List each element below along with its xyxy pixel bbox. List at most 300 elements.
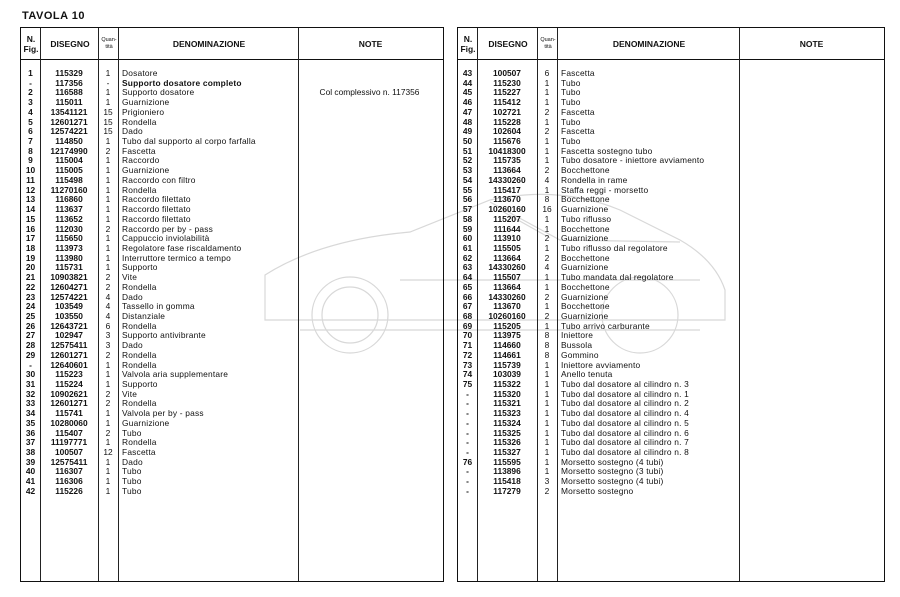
row-description: Tubo dal dosatore al cilindro n. 3 — [561, 379, 689, 389]
row-quantity: 8 — [544, 349, 550, 360]
row-description: Tubo dosatore - iniettore avviamento — [561, 155, 705, 166]
row-fig-number: 68 — [462, 310, 473, 321]
table-row — [458, 108, 884, 118]
row-quantity: 1 — [544, 184, 550, 195]
row-fig-number: 21 — [25, 272, 36, 283]
row-drawing-number: 12575411 — [50, 340, 88, 351]
row-drawing-number: 115412 — [493, 97, 521, 108]
row-description: Tubo — [561, 87, 581, 98]
row-quantity: 6 — [544, 68, 550, 78]
row-description: Tubo — [561, 77, 581, 88]
row-quantity: 4 — [544, 262, 550, 273]
row-quantity: 2 — [544, 291, 550, 302]
row-quantity: 1 — [544, 155, 550, 166]
row-fig-number: 31 — [25, 379, 36, 389]
table-row — [21, 458, 443, 468]
row-quantity: 2 — [544, 165, 550, 176]
row-drawing-number: 113652 — [55, 213, 83, 224]
row-quantity: 1 — [105, 252, 111, 263]
row-description: Tubo dal supporto al corpo farfalla — [122, 136, 256, 147]
row-drawing-number: 12174990 — [50, 145, 88, 156]
row-quantity: 1 — [544, 77, 550, 88]
table-row — [458, 361, 884, 371]
row-fig-number: - — [29, 359, 32, 370]
row-description: Tubo — [561, 136, 581, 147]
row-note: Col complessivo n. 117356 — [319, 87, 420, 98]
row-description: Tubo — [122, 427, 142, 438]
row-fig-number: 74 — [462, 369, 473, 380]
row-fig-number: 32 — [25, 388, 36, 399]
row-fig-number: 60 — [462, 233, 473, 244]
table-row — [21, 438, 443, 448]
row-fig-number: 29 — [25, 349, 36, 360]
row-quantity: 2 — [544, 233, 550, 244]
row-drawing-number: 10260160 — [488, 204, 526, 215]
row-drawing-number: 12640601 — [50, 359, 88, 370]
row-fig-number: 33 — [25, 398, 36, 409]
row-quantity: 1 — [105, 213, 111, 224]
row-quantity: 1 — [105, 136, 111, 147]
row-fig-number: 59 — [462, 223, 473, 234]
row-description: Tubo dal dosatore al cilindro n. 2 — [561, 398, 689, 409]
row-fig-number: 24 — [25, 301, 36, 312]
row-description: Tubo dal dosatore al cilindro n. 6 — [561, 427, 689, 438]
row-description: Tubo — [561, 116, 581, 127]
row-drawing-number: 12574221 — [50, 291, 88, 302]
table-row — [458, 458, 884, 468]
row-drawing-number: 115207 — [493, 213, 521, 224]
row-fig-number: 20 — [25, 262, 36, 273]
row-drawing-number: 113664 — [493, 281, 521, 292]
row-quantity: 1 — [544, 145, 550, 156]
row-drawing-number: 115407 — [55, 427, 83, 438]
header-disegno: DISEGNO — [50, 38, 90, 49]
row-quantity: 8 — [544, 330, 550, 341]
row-description: Rondella — [122, 281, 157, 292]
row-fig-number: 25 — [25, 310, 36, 321]
table-row — [458, 127, 884, 137]
row-quantity: 1 — [105, 437, 111, 448]
row-drawing-number: 113637 — [55, 204, 83, 215]
row-drawing-number: 115321 — [493, 398, 521, 409]
row-fig-number: 48 — [462, 116, 473, 127]
row-description: Tubo — [122, 485, 142, 496]
row-description: Fascetta — [122, 447, 156, 458]
row-description: Fascetta — [122, 145, 156, 156]
table-body — [458, 69, 884, 497]
row-description: Dosatore — [122, 68, 158, 78]
row-quantity: 2 — [544, 126, 550, 137]
row-drawing-number: 12601271 — [50, 116, 88, 127]
row-drawing-number: 12601271 — [50, 349, 88, 360]
row-quantity: 15 — [103, 116, 113, 127]
row-quantity: 1 — [105, 87, 111, 98]
row-fig-number: 73 — [462, 359, 473, 370]
row-description: Raccordo per by - pass — [122, 223, 213, 234]
row-drawing-number: 102604 — [493, 126, 521, 137]
row-fig-number: 17 — [25, 233, 36, 244]
row-fig-number: 38 — [25, 447, 36, 458]
row-fig-number: 39 — [25, 456, 36, 467]
row-quantity: 4 — [105, 310, 111, 321]
row-fig-number: 51 — [462, 145, 473, 156]
table-row — [21, 399, 443, 409]
row-description: Guarnizione — [561, 204, 609, 215]
table-row — [458, 477, 884, 487]
row-quantity: 1 — [105, 68, 111, 78]
row-description: Guarnizione — [122, 417, 170, 428]
table-row — [21, 361, 443, 371]
row-drawing-number: 115223 — [55, 369, 83, 380]
table-row — [21, 225, 443, 235]
row-drawing-number: 113670 — [493, 301, 521, 312]
row-fig-number: 3 — [28, 97, 33, 108]
row-drawing-number: 103550 — [55, 310, 83, 321]
header-note: NOTE — [358, 38, 383, 49]
row-fig-number: 50 — [462, 136, 473, 147]
row-drawing-number: 113670 — [493, 194, 521, 205]
row-fig-number: 11 — [26, 174, 35, 185]
row-description: Guarnizione — [561, 233, 609, 244]
row-quantity: 2 — [544, 310, 550, 321]
row-drawing-number: 13541121 — [50, 106, 88, 117]
row-description: Guarnizione — [122, 165, 170, 176]
row-quantity: 1 — [544, 427, 550, 438]
row-description: Rondella — [122, 398, 157, 409]
row-description: Tubo dal dosatore al cilindro n. 8 — [561, 447, 689, 458]
row-quantity: 1 — [544, 272, 550, 283]
table-row — [458, 156, 884, 166]
row-drawing-number: 117279 — [493, 485, 521, 496]
row-quantity: - — [106, 77, 110, 88]
row-fig-number: 18 — [25, 242, 36, 253]
row-quantity: 1 — [105, 165, 111, 176]
row-drawing-number: 100507 — [55, 447, 83, 458]
row-fig-number: 69 — [462, 320, 473, 331]
row-fig-number: 1 — [28, 68, 33, 78]
row-description: Guarnizione — [561, 310, 609, 321]
row-fig-number: 63 — [462, 262, 473, 273]
row-quantity: 1 — [544, 379, 550, 389]
row-description: Interruttore termico a tempo — [122, 252, 231, 263]
row-fig-number: 41 — [25, 476, 36, 487]
row-drawing-number: 115224 — [55, 379, 83, 389]
table-row — [458, 234, 884, 244]
row-quantity: 1 — [105, 466, 111, 477]
header-denominazione: DENOMINAZIONE — [612, 38, 686, 49]
row-description: Guarnizione — [122, 97, 170, 108]
row-fig-number: - — [29, 77, 32, 88]
row-description: Tubo — [122, 466, 142, 477]
row-fig-number: 71 — [462, 340, 473, 351]
row-drawing-number: 115228 — [493, 116, 521, 127]
row-fig-number: - — [466, 427, 469, 438]
table-row — [458, 69, 884, 79]
row-fig-number: - — [466, 466, 469, 477]
row-fig-number: 64 — [462, 272, 473, 283]
row-description: Raccordo filettato — [122, 213, 191, 224]
table-row — [458, 176, 884, 186]
row-quantity: 1 — [544, 447, 550, 458]
row-quantity: 1 — [544, 242, 550, 253]
row-quantity: 1 — [544, 136, 550, 147]
row-drawing-number: 112030 — [55, 223, 83, 234]
row-fig-number: 54 — [462, 174, 473, 185]
row-description: Morsetto sostegno (3 tubi) — [561, 466, 664, 477]
row-description: Anello tenuta — [561, 369, 613, 380]
row-fig-number: 35 — [25, 417, 36, 428]
row-fig-number: 4 — [28, 106, 33, 117]
header-note: NOTE — [799, 38, 824, 49]
row-quantity: 2 — [105, 145, 111, 156]
row-drawing-number: 12574221 — [50, 126, 88, 137]
row-fig-number: 2 — [28, 87, 33, 98]
row-drawing-number: 115205 — [493, 320, 521, 331]
row-description: Raccordo — [122, 155, 160, 166]
row-drawing-number: 102721 — [493, 106, 521, 117]
row-description: Supporto — [122, 262, 158, 273]
row-description: Vite — [122, 272, 138, 283]
row-quantity: 1 — [544, 417, 550, 428]
row-quantity: 1 — [105, 194, 111, 205]
row-description: Bussola — [561, 340, 593, 351]
table-row — [21, 215, 443, 225]
row-quantity: 4 — [105, 291, 111, 302]
row-drawing-number: 111644 — [493, 223, 521, 234]
row-drawing-number: 103039 — [493, 369, 521, 380]
table-row — [21, 419, 443, 429]
row-drawing-number: 115005 — [55, 165, 83, 176]
row-quantity: 1 — [544, 301, 550, 312]
row-drawing-number: 115323 — [493, 408, 521, 419]
row-quantity: 1 — [105, 379, 111, 389]
row-drawing-number: 115327 — [493, 447, 521, 458]
table-row — [21, 302, 443, 312]
row-drawing-number: 115329 — [55, 68, 83, 78]
row-drawing-number: 114660 — [493, 340, 521, 351]
row-fig-number: 67 — [462, 301, 473, 312]
row-drawing-number: 103549 — [55, 301, 83, 312]
table-row — [458, 487, 884, 497]
row-drawing-number: 113980 — [55, 252, 83, 263]
table-row — [458, 79, 884, 89]
row-fig-number: 14 — [25, 204, 36, 215]
row-fig-number: 43 — [462, 68, 473, 78]
row-quantity: 1 — [544, 281, 550, 292]
row-fig-number: - — [466, 417, 469, 428]
row-description: Tubo riflusso — [561, 213, 612, 224]
row-description: Guarnizione — [561, 291, 609, 302]
row-drawing-number: 12643721 — [50, 320, 88, 331]
row-description: Bocchettone — [561, 194, 610, 205]
table-row — [21, 293, 443, 303]
row-description: Raccordo con filtro — [122, 174, 196, 185]
table-row — [21, 322, 443, 332]
row-drawing-number: 102947 — [55, 330, 83, 341]
row-quantity: 2 — [105, 223, 111, 234]
row-fig-number: 27 — [25, 330, 36, 341]
row-description: Fascetta sostegno tubo — [561, 145, 653, 156]
row-description: Fascetta — [561, 68, 595, 78]
row-drawing-number: 115320 — [493, 388, 521, 399]
table-row — [21, 205, 443, 215]
row-drawing-number: 14330260 — [488, 291, 526, 302]
row-fig-number: 5 — [28, 116, 33, 127]
row-description: Cappuccio inviolabilità — [122, 233, 210, 244]
row-drawing-number: 115011 — [55, 97, 83, 108]
row-description: Dado — [122, 126, 143, 137]
table-row — [21, 244, 443, 254]
table-row — [21, 254, 443, 264]
row-drawing-number: 12601271 — [50, 398, 88, 409]
row-description: Morsetto sostegno (4 tubi) — [561, 456, 664, 467]
row-quantity: 12 — [103, 447, 113, 458]
row-description: Valvola aria supplementare — [122, 369, 229, 380]
row-description: Supporto dosatore — [122, 87, 195, 98]
row-description: Rondella — [122, 116, 157, 127]
row-description: Rondella in rame — [561, 174, 628, 185]
table-row — [21, 487, 443, 497]
row-quantity: 1 — [105, 369, 111, 380]
row-description: Rondella — [122, 349, 157, 360]
row-description: Bocchettone — [561, 281, 610, 292]
row-fig-number: 15 — [25, 213, 36, 224]
row-fig-number: 62 — [462, 252, 473, 263]
row-fig-number: 36 — [25, 427, 36, 438]
row-quantity: 1 — [544, 437, 550, 448]
row-fig-number: - — [466, 447, 469, 458]
row-fig-number: 7 — [28, 136, 33, 147]
row-fig-number: 76 — [462, 456, 473, 467]
row-drawing-number: 115418 — [493, 476, 521, 487]
row-description: Iniettore — [561, 330, 594, 341]
row-drawing-number: 113973 — [55, 242, 83, 253]
row-drawing-number: 11270160 — [50, 184, 88, 195]
row-quantity: 2 — [105, 272, 111, 283]
row-fig-number: 8 — [28, 145, 33, 156]
header-quantita: Quan- tità — [540, 36, 556, 50]
row-quantity: 1 — [105, 184, 111, 195]
row-quantity: 8 — [544, 340, 550, 351]
header-quantita: Quan- tità — [101, 36, 117, 50]
row-quantity: 16 — [542, 204, 552, 215]
row-fig-number: 16 — [25, 223, 36, 234]
row-description: Valvola per by - pass — [122, 408, 204, 419]
row-description: Gommino — [561, 349, 599, 360]
row-description: Iniettore avviamento — [561, 359, 641, 370]
row-description: Morsetto sostegno — [561, 485, 634, 496]
row-description: Guarnizione — [561, 262, 609, 273]
row-drawing-number: 10280060 — [50, 417, 88, 428]
row-fig-number: 49 — [462, 126, 473, 137]
table-row — [458, 312, 884, 322]
row-drawing-number: 117356 — [55, 77, 83, 88]
row-description: Staffa reggi - morsetto — [561, 184, 649, 195]
row-quantity: 2 — [105, 398, 111, 409]
row-description: Tubo dal dosatore al cilindro n. 7 — [561, 437, 689, 448]
header-fig: N. Fig. — [460, 33, 476, 54]
row-quantity: 1 — [544, 408, 550, 419]
table-row — [21, 467, 443, 477]
row-fig-number: 12 — [25, 184, 36, 195]
table-row — [458, 215, 884, 225]
row-description: Dado — [122, 456, 143, 467]
row-description: Dado — [122, 340, 143, 351]
table-header — [458, 28, 884, 60]
header-disegno: DISEGNO — [488, 38, 528, 49]
row-fig-number: 46 — [462, 97, 473, 108]
row-quantity: 1 — [544, 116, 550, 127]
row-drawing-number: 113896 — [493, 466, 521, 477]
row-fig-number: 75 — [462, 379, 473, 389]
row-drawing-number: 115595 — [493, 456, 521, 467]
row-description: Tassello in gomma — [122, 301, 195, 312]
row-quantity: 1 — [544, 320, 550, 331]
row-quantity: 1 — [544, 359, 550, 370]
row-drawing-number: 115498 — [55, 174, 83, 185]
row-quantity: 1 — [105, 408, 111, 419]
row-fig-number: 45 — [462, 87, 473, 98]
row-quantity: 15 — [103, 126, 113, 137]
row-quantity: 2 — [105, 349, 111, 360]
row-fig-number: 66 — [462, 291, 473, 302]
row-fig-number: 26 — [25, 320, 36, 331]
row-fig-number: 9 — [28, 155, 33, 166]
row-quantity: 1 — [544, 97, 550, 108]
row-drawing-number: 12604271 — [50, 281, 88, 292]
row-drawing-number: 114661 — [493, 349, 521, 360]
row-quantity: 3 — [105, 340, 111, 351]
row-description: Vite — [122, 388, 138, 399]
row-drawing-number: 115739 — [493, 359, 521, 370]
row-description: Prigioniero — [122, 106, 165, 117]
row-quantity: 1 — [105, 359, 111, 370]
table-row — [458, 225, 884, 235]
row-quantity: 6 — [105, 320, 111, 331]
row-drawing-number: 10260160 — [488, 310, 526, 321]
row-drawing-number: 115226 — [55, 485, 83, 496]
table-row — [21, 195, 443, 205]
row-description: Morsetto sostegno (4 tubi) — [561, 476, 664, 487]
table-row — [458, 186, 884, 196]
row-quantity: 2 — [544, 252, 550, 263]
table-row — [458, 98, 884, 108]
row-fig-number: 30 — [25, 369, 36, 380]
row-quantity: 1 — [544, 456, 550, 467]
row-quantity: 2 — [105, 427, 111, 438]
table-row — [21, 477, 443, 487]
row-fig-number: 56 — [462, 194, 473, 205]
row-quantity: 1 — [544, 369, 550, 380]
row-drawing-number: 115227 — [493, 87, 521, 98]
row-description: Fascetta — [561, 126, 595, 137]
table-row — [21, 166, 443, 176]
table-row — [458, 331, 884, 341]
row-description: Distanziale — [122, 310, 166, 321]
row-drawing-number: 115676 — [493, 136, 521, 147]
row-quantity: 1 — [544, 223, 550, 234]
row-fig-number: - — [466, 388, 469, 399]
row-fig-number: - — [466, 398, 469, 409]
row-description: Tubo dal dosatore al cilindro n. 5 — [561, 417, 689, 428]
header-fig: N. Fig. — [23, 33, 39, 54]
row-fig-number: 55 — [462, 184, 473, 195]
row-description: Rondella — [122, 320, 157, 331]
row-fig-number: 53 — [462, 165, 473, 176]
table-row — [458, 205, 884, 215]
row-quantity: 1 — [105, 417, 111, 428]
row-description: Tubo — [122, 476, 142, 487]
